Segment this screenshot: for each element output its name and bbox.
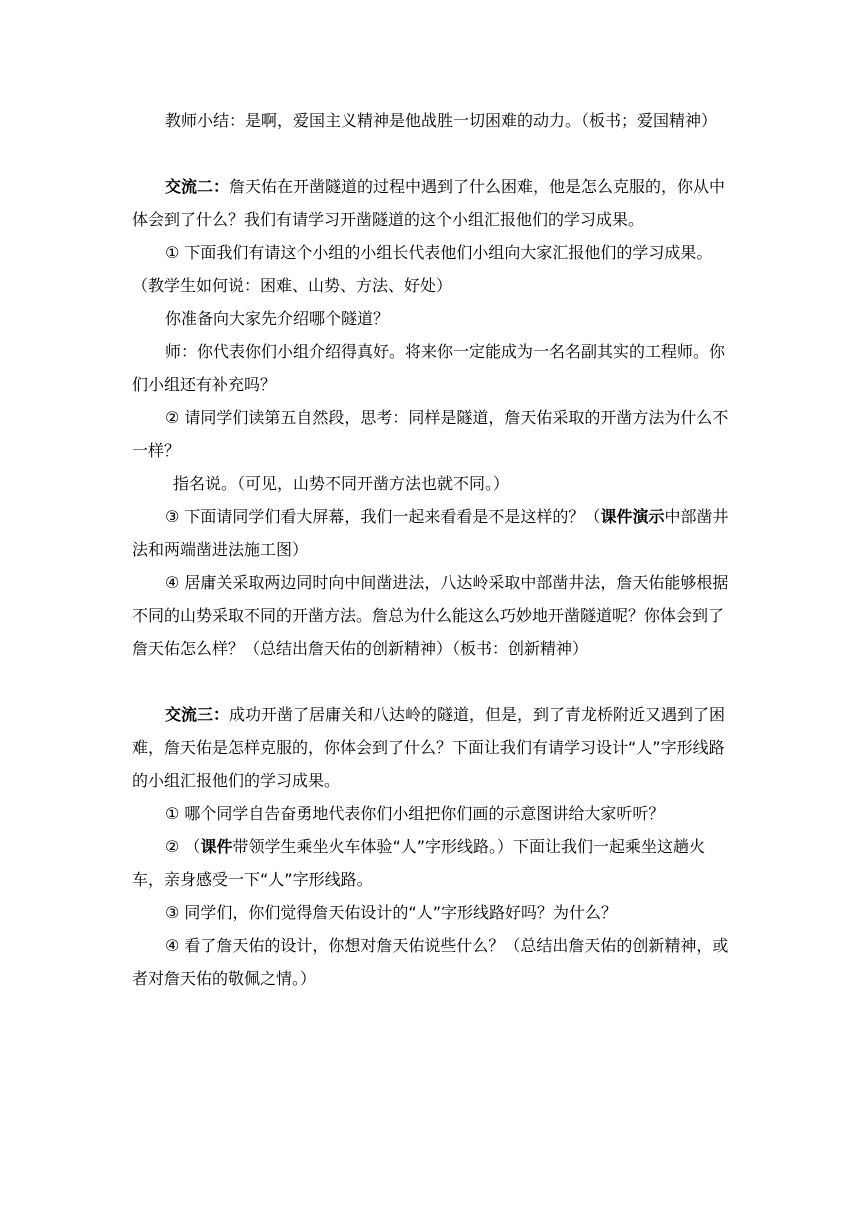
item-2-text-end: 带领学生乘坐火车体验“人”字形线路。）下面让我们一起乘坐这趟火车，亲身感受一下“人”字形线路。 — [132, 837, 706, 889]
item-3-text-start: ③ 下面请同学们看大屏幕，我们一起来看看是不是这样的？（ — [165, 507, 601, 526]
exchange-three-text: 成功开凿了居庸关和八达岭的隧道，但是，到了青龙桥附近又遇到了困难，詹天佑是怎样克服的，你体会到了什么？下面让我们有请学习设计“人”字形线路的小组汇报他们的学习成果。 — [132, 705, 726, 790]
exchange-three-item-1: ① 哪个同学自告奋勇地代表你们小组把你们画的示意图讲给大家听听？ — [165, 804, 665, 823]
item-2-text-start: ② （ — [165, 837, 201, 856]
courseware-demo-label: 课件演示 — [600, 507, 665, 526]
spacer — [132, 137, 732, 170]
exchange-three-item-3: ③ 同学们，你们觉得詹天佑设计的“人”字形线路好吗？为什么？ — [165, 903, 618, 922]
exchange-three-item-2 — [132, 830, 732, 896]
exchange-two-intro — [132, 170, 732, 236]
exchange-three-item-4: ④ 看了詹天佑的设计，你想对詹天佑说些什么？（总结出詹天佑的创新精神，或者对詹天佑的敬佩之情。） — [132, 936, 729, 988]
teacher-comment: 师：你代表你们小组介绍得真好。将来你一定能成为一名名副其实的工程师。你们小组还有补充吗？ — [132, 342, 726, 394]
exchange-two-item-3 — [132, 500, 732, 566]
item-3-text-end: 中部凿井法和两端凿进法施工图） — [132, 507, 729, 559]
document-body — [132, 104, 732, 995]
exchange-two-text: 詹天佑在开凿隧道的过程中遇到了什么困难，他是怎么克服的，你从中体会到了什么？我们有请学习开凿隧道的这个小组汇报他们的学习成果。 — [132, 177, 726, 229]
exchange-two-item-1: ① 下面我们有请这个小组的小组长代表他们小组向大家汇报他们的学习成果。（教学生如何说：困难、山势、方法、好处） — [132, 243, 713, 295]
exchange-three-label: 交流三： — [165, 705, 230, 724]
exchange-two-label: 交流二： — [165, 177, 230, 196]
teacher-summary: 教师小结：是啊，爱国主义精神是他战胜一切困难的动力。（板书；爱国精神） — [165, 111, 718, 130]
exchange-two-item-2: ② 请同学们读第五自然段，思考：同样是隧道，詹天佑采取的开凿方法为什么不一样？ — [132, 408, 729, 460]
courseware-label: 课件 — [200, 837, 233, 856]
call-on-student: 指名说。（可见，山势不同开凿方法也就不同。） — [173, 474, 510, 493]
spacer — [132, 665, 732, 698]
exchange-three-intro — [132, 698, 732, 797]
exchange-two-item-4: ④ 居庸关采取两边同时向中间凿进法，八达岭采取中部凿井法，詹天佑能够根据不同的山势采取不同的开凿方法。詹总为什么能这么巧妙地开凿隧道呢？你体会到了詹天佑怎么样？（总结出詹天佑的创新精神）（板书：创新精神） — [132, 573, 729, 658]
exchange-two-question: 你准备向大家先介绍哪个隧道？ — [165, 309, 390, 328]
